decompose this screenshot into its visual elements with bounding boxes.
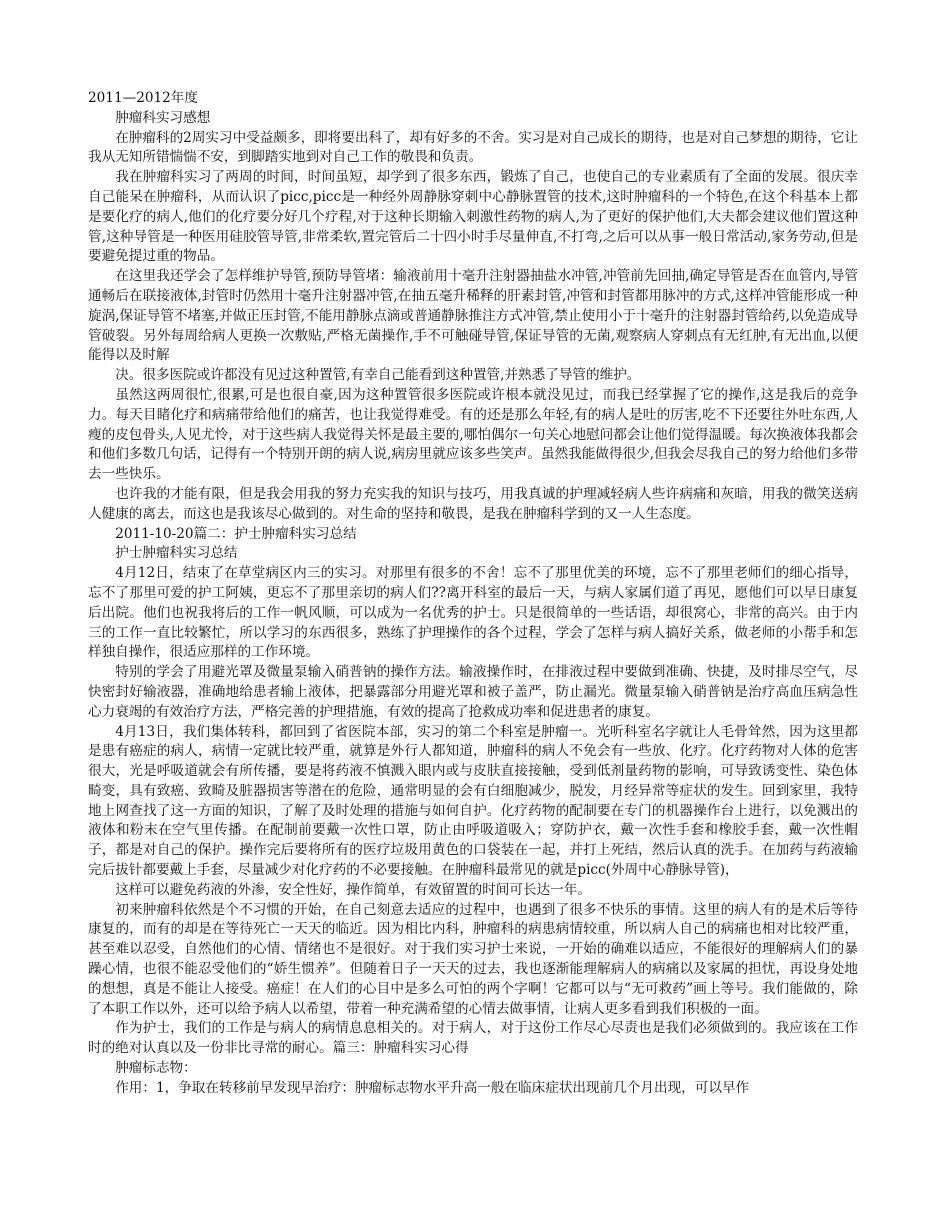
heading-internship-reflection: 肿瘤科实习感想 bbox=[115, 109, 211, 126]
heading-nurse-summary: 护士肿瘤科实习总结 bbox=[115, 545, 238, 562]
paragraph: 也许我的才能有限，但是我会用我的努力充实我的知识与技巧，用我真诚的护理减轻病人些许病痛和灰暗，用我的微笑送病人健康的离去，而这也是我该尽心做到的。对生命的坚持和敬畏，是我在肿瘤科学到的又一人生态度。 bbox=[88, 485, 858, 522]
paragraph: 作用：1，争取在转移前早发现早治疗：肿瘤标志物水平升高一般在临床症状出现前几个月出现，可以早作 bbox=[115, 1079, 750, 1096]
section-two-date-title: 2011-10-20篇二：护士肿瘤科实习总结 bbox=[115, 525, 357, 542]
document-body bbox=[88, 89, 858, 1099]
paragraph: 我在肿瘤科实习了两周的时间，时间虽短，却学到了很多东西，锻炼了自己，也使自己的专业素质有了全面的发展。很庆幸自己能呆在肿瘤科，从而认识了picc,picc是一种经外周静脉穿刺中心静脉置管的技术,这时肿瘤科的一个特色,在这个科基本上都是要化疗的病人,他们的化疗要分好几个疗程,对于这种长期输入刺激性药物的病人,为了更好的保护他们,大夫都会建议他们置这种管,这种导管是一种医用硅胶管导管,非常柔软,置完管后二十四小时手尽量伸直,不打弯,之后可以从事一般日常活动,家务劳动,但是要避免提过重的物品。 bbox=[88, 169, 858, 265]
paragraph: 决。很多医院或许都没有见过这种置管,有幸自己能看到这种置管,并熟悉了导管的维护。 bbox=[115, 367, 641, 384]
paragraph: 初来肿瘤科依然是个不习惯的开始，在自己刻意去适应的过程中，也遇到了很多不快乐的事情。这里的病人有的是术后等待康复的，而有的却是在等待死亡一天天的临近。因为相比内科，肿瘤科的病患病情较重，所以病人自己的病痛也相对比较严重，甚至难以忍受，自然他们的心情、情绪也不是很好。对于我们实习护士来说，一开始的确难以适应，不能很好的理解病人们的暴躁心情，也很不能忍受他们的“娇生惯养”。但随着日子一天天的过去，我也逐渐能理解病人的病痛以及家属的担忧，再设身处地的想想，真是不能让人接受。癌症！在人们的心目中是多么可怕的两个字啊！它都可以与“无可救药”画上等号。我们能做的，除了本职工作以外，还可以给予病人以希望，带着一种充满希望的心情去做事情，让病人更多看到我们积极的一面。 bbox=[88, 901, 858, 1017]
paragraph: 这样可以避免药液的外渗，安全性好，操作简单，有效留置的时间可长达一年。 bbox=[115, 881, 591, 898]
paragraph: 作为护士，我们的工作是与病人的病情息息相关的。对于病人，对于这份工作尽心尽责也是我们必须做到的。我应该在工作时的绝对认真以及一份非比寻常的耐心。篇三：肿瘤科实习心得 bbox=[88, 1020, 858, 1057]
paragraph: 4月13日，我们集体转科，都回到了省医院本部，实习的第二个科室是肿瘤一。光听科室名字就让人毛骨耸然，因为这里都是患有癌症的病人，病情一定就比较严重，就算是外行人都知道，肿瘤科的病人不免会有一些放、化疗。化疗药物对人体的危害很大，光是呼吸道就会有所传播，要是将药液不慎溅入眼内或与皮肤直接接触，受到低剂量药物的影响，可导致诱变性、染色体畸变，具有致癌、致畸及脏器损害等潜在的危险，通常明显的会有白细胞减少，脱发，月经异常等症状的发生。回到家里，我特地上网查找了这一方面的知识，了解了及时处理的措施与如何自护。化疗药物的配制要在专门的机器操作台上进行，以免溅出的液体和粉末在空气里传播。在配制前要戴一次性口罩，防止由呼吸道吸入；穿防护衣，戴一次性手套和橡胶手套，戴一次性帽子，都是对自己的保护。操作完后要将所有的医疗垃圾用黄色的口袋装在一起，并打上死结，然后认真的洗手。在加药与药液输完后拔针都要戴上手套，尽量减少对化疗药的不必要接触。在肿瘤科最常见的就是picc(外周中心静脉导管)， bbox=[88, 723, 858, 879]
paragraph: 在这里我还学会了怎样维护导管,预防导管堵：输液前用十毫升注射器抽盐水冲管,冲管前先回抽,确定导管是否在血管内,导管通畅后在联接液体,封管时仍然用十毫升注射器冲管,在抽五毫升稀释的肝素封管,冲管和封管都用脉冲的方式,这样冲管能形成一种旋涡,保证导管不堵塞,并做正压封管,不能用静脉点滴或普通静脉推注方式冲管,禁止使用小于十毫升的注射器封管给药,以免造成导管破裂。另外每周给病人更换一次敷贴,严格无菌操作,手不可触碰导管,保证导管的无菌,观察病人穿刺点有无红肿,有无出血,以便能得以及时解 bbox=[88, 268, 858, 364]
heading-tumor-markers: 肿瘤标志物： bbox=[115, 1060, 197, 1077]
paragraph: 4月12日，结束了在草堂病区内三的实习。对那里有很多的不舍！忘不了那里优美的环境，忘不了那里老师们的细心指导，忘不了那里可爱的护工阿姨，更忘不了那里亲切的病人们??离开科室的最后一天，与病人家属们道了再见，愿他们可以早日康复后出院。他们也祝我将后的工作一帆风顺，可以成为一名优秀的护士。只是很简单的一些话语，却很窝心，非常的高兴。由于内三的工作一直比较繁忙，所以学习的东西很多，熟练了护理操作的各个过程，学会了怎样与病人搞好关系，做老师的小帮手和怎样独自操作，很适应那样的工作环境。 bbox=[88, 565, 858, 661]
paragraph: 在肿瘤科的2周实习中受益颇多，即将要出科了，却有好多的不舍。实习是对自己成长的期待，也是对自己梦想的期待，它让我从无知所错惴惴不安，到脚踏实地到对自己工作的敬畏和负责。 bbox=[88, 129, 858, 166]
year-line: 2011—2012年度 bbox=[88, 90, 198, 106]
paragraph: 特别的学会了用避光罩及微量泵输入硝普钠的操作方法。输液操作时，在排液过程中要做到准确、快捷，及时排尽空气，尽快密封好输液器，准确地给患者输上液体，把暴露部分用避光罩和被子盖严，防止漏光。微量泵输入硝普钠是治疗高血压病急性心力衰竭的有效治疗方法，严格完善的护理措施，有效的提高了抢救成功率和促进患者的康复。 bbox=[88, 664, 858, 720]
paragraph: 虽然这两周很忙,很累,可是也很自豪,因为这种置管很多医院或许根本就没见过，而我已经掌握了它的操作,这是我后的竞争力。每天目睹化疗和病痛带给他们的痛苦，也让我觉得难受。有的还是那么年轻,有的病人是吐的厉害,吃不下还要往外吐东西,人瘦的皮包骨头,人见尤怜，对于这些病人我觉得关怀是最主要的,哪怕偶尔一句关心地慰问都会让他们觉得温暖。每次换液体我都会和他们多数几句话，记得有一个特别开朗的病人说,病房里就应该多些笑声。虽然我能做得很少,但我会尽我自己的努力给他们多带去一些快乐。 bbox=[88, 386, 858, 483]
